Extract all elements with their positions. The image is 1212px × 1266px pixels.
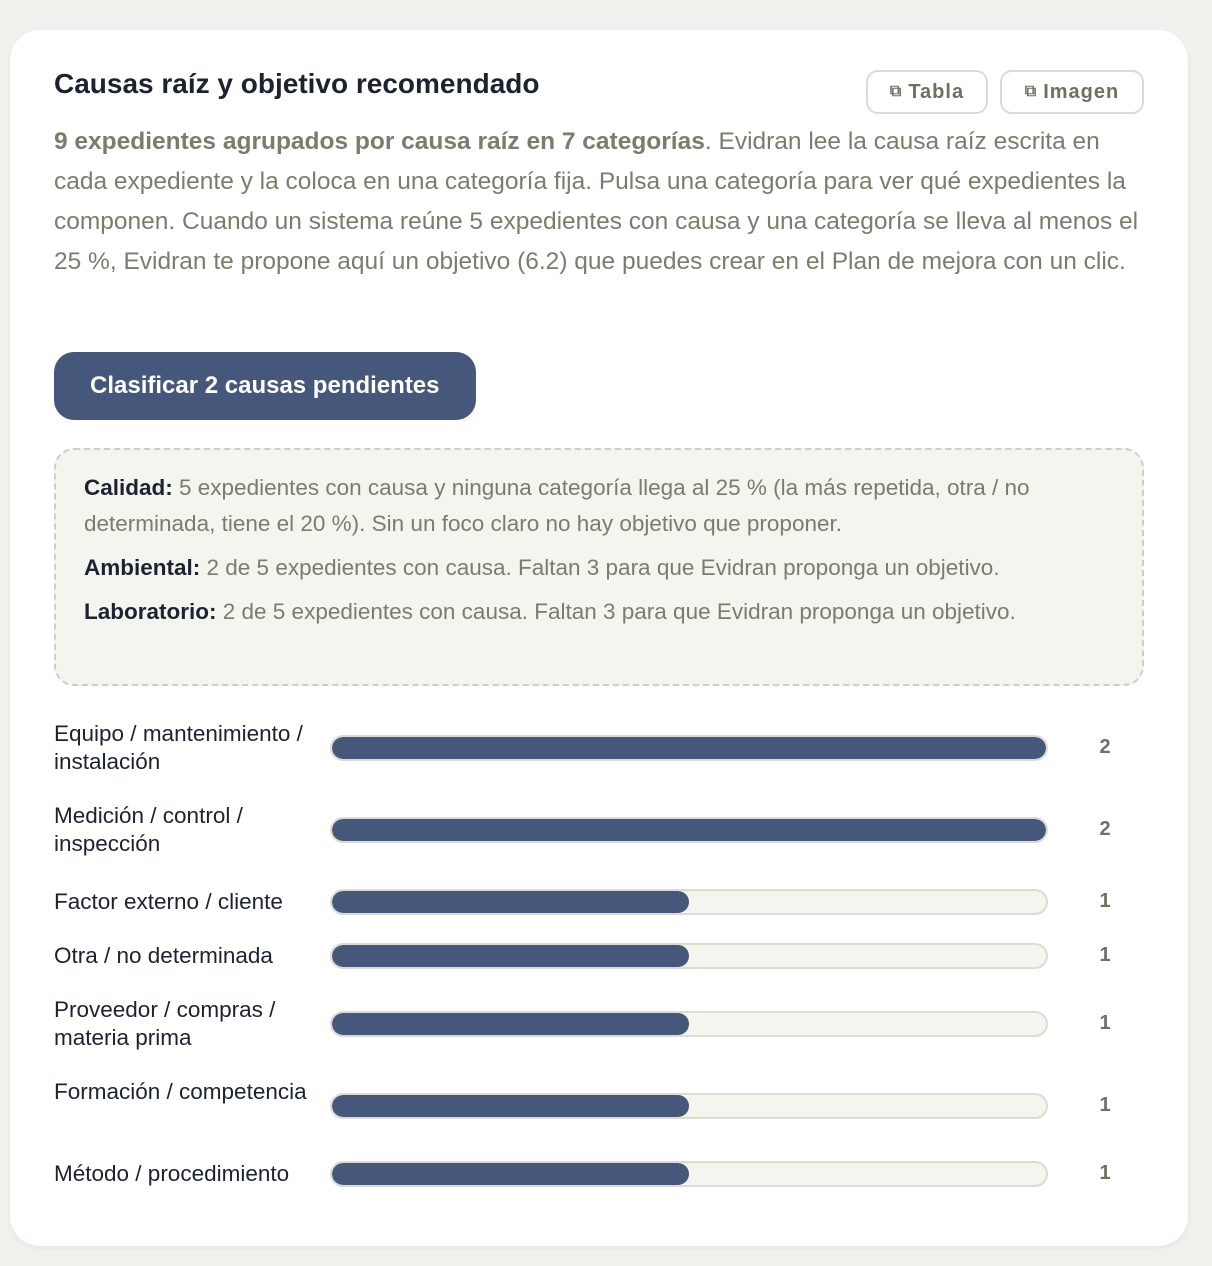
bar-row[interactable]	[54, 720, 1144, 776]
bar-label: Método / procedimiento	[54, 1161, 290, 1186]
bar	[332, 737, 1046, 759]
bar-value: 2	[1099, 736, 1111, 758]
bar-value: 2	[1099, 818, 1111, 840]
intro-bold: 9 expedientes agrupados por causa raíz en 7 categorías	[54, 128, 705, 155]
card-title: Causas raíz y objetivo recomendado	[54, 68, 540, 99]
copy-icon: ⧉	[889, 83, 903, 100]
bar-label: Otra / no determinada	[54, 943, 273, 968]
bar-value: 1	[1099, 1012, 1111, 1034]
bar	[332, 891, 689, 913]
bar-track	[330, 817, 1048, 843]
bar-track	[330, 889, 1048, 915]
copy-table-label: Tabla	[908, 80, 965, 103]
bar-track	[330, 735, 1048, 761]
intro-text	[54, 122, 1144, 282]
bar-row[interactable]	[54, 1078, 1144, 1134]
bar-track	[330, 1161, 1048, 1187]
bar-value: 1	[1099, 1094, 1111, 1116]
bar-value: 1	[1099, 890, 1111, 912]
bar	[332, 819, 1046, 841]
bar-label: Formación / competencia	[54, 1079, 307, 1104]
notice-text: 2 de 5 expedientes con causa. Faltan 3 para que Evidran proponga un objetivo.	[216, 599, 1016, 624]
classify-pending-button[interactable]: Clasificar 2 causas pendientes	[54, 352, 476, 420]
bar-row[interactable]	[54, 1160, 1144, 1188]
notice-ambiental	[84, 550, 1114, 586]
notice-text: 5 expedientes con causa y ninguna categoría llega al 25 % (la más repetida, otra / no determinada, tiene el 20 %). Sin un foco claro no hay objetivo que proponer.	[84, 475, 1030, 536]
copy-image-button[interactable]	[1000, 70, 1144, 114]
intro-rest: . Evidran lee la causa raíz escrita en cada expediente y la coloca en una categoría fija. Pulsa una categoría para ver qué expedientes la componen. Cuando un sistema reúne 5 expedientes con causa y una categoría se lleva al menos el 25 %, Evidran te propone aquí un objetivo (6.2) que puedes crear en el Plan de mejora con un clic.	[54, 128, 1139, 275]
notice-system: Laboratorio:	[84, 599, 217, 624]
bar-row[interactable]	[54, 942, 1144, 970]
copy-image-label: Imagen	[1043, 80, 1120, 103]
notice-system: Ambiental:	[84, 555, 201, 580]
bar-row[interactable]	[54, 888, 1144, 916]
export-actions	[866, 70, 1144, 114]
bar-track	[330, 1093, 1048, 1119]
copy-icon: ⧉	[1024, 83, 1038, 100]
bar-row[interactable]	[54, 996, 1144, 1052]
copy-table-button[interactable]	[866, 70, 988, 114]
bar-label: Equipo / mantenimiento / instalación	[54, 721, 303, 774]
bar-track	[330, 1011, 1048, 1037]
root-causes-card	[10, 30, 1188, 1246]
bar-track	[330, 943, 1048, 969]
bar-label: Factor externo / cliente	[54, 889, 283, 914]
notice-calidad	[84, 470, 1114, 542]
bar	[332, 1163, 689, 1185]
bar-row[interactable]	[54, 802, 1144, 858]
bar	[332, 1095, 689, 1117]
bar-value: 1	[1099, 1162, 1111, 1184]
bar-label: Medición / control / inspección	[54, 803, 243, 856]
bar-label: Proveedor / compras / materia prima	[54, 997, 276, 1050]
notice-laboratorio	[84, 594, 1114, 630]
bar	[332, 945, 689, 967]
notice-text: 2 de 5 expedientes con causa. Faltan 3 para que Evidran proponga un objetivo.	[200, 555, 1000, 580]
bar-value: 1	[1099, 944, 1111, 966]
notice-system: Calidad:	[84, 475, 173, 500]
systems-status-box	[54, 448, 1144, 686]
bar	[332, 1013, 689, 1035]
